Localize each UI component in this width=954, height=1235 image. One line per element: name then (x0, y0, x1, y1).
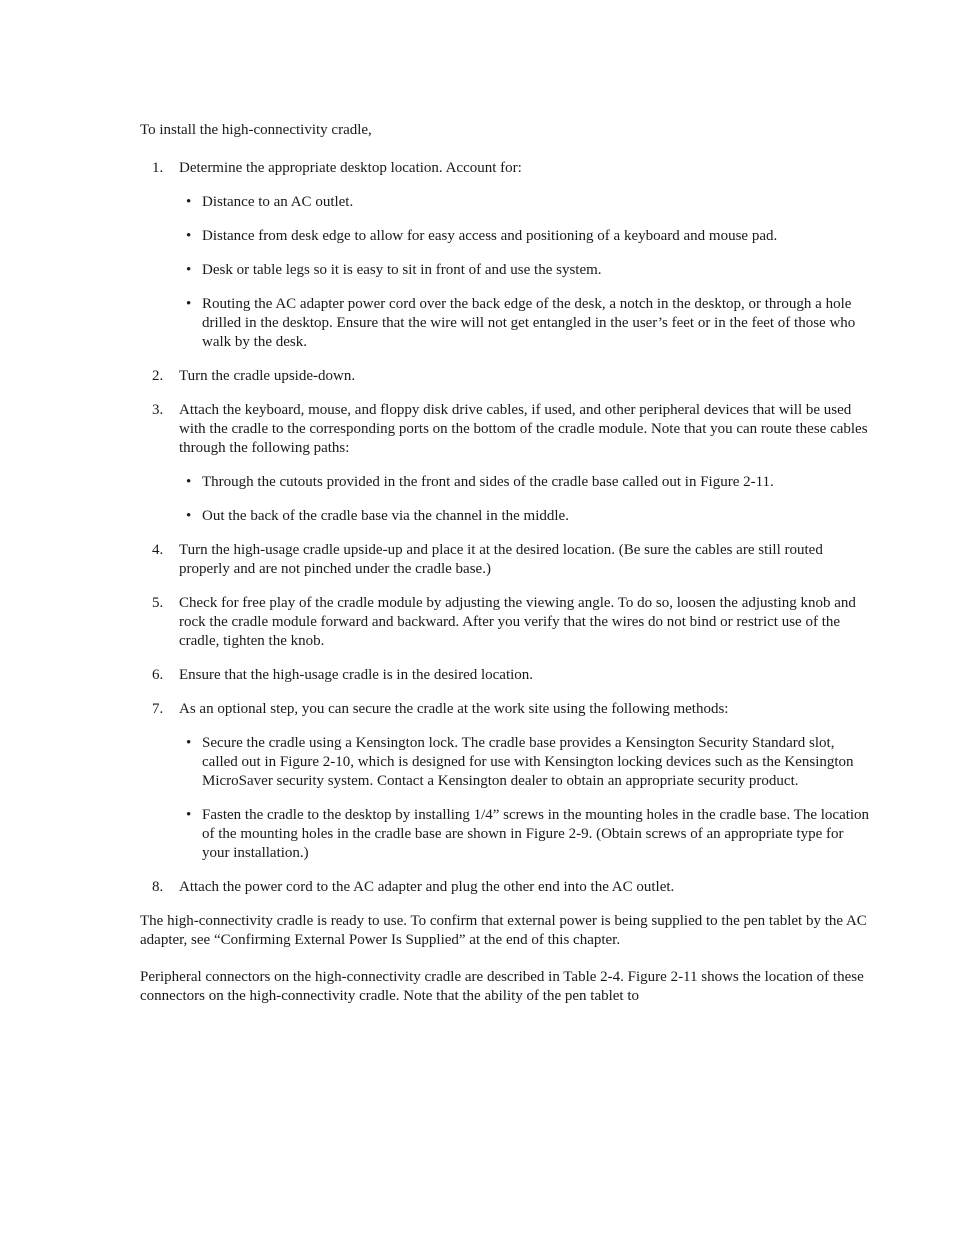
step-item (140, 541, 870, 579)
bullet-item (179, 295, 870, 352)
step-number: 4. (152, 542, 164, 558)
step-number: 5. (152, 595, 164, 611)
step-number: 3. (152, 402, 164, 418)
step-text: Check for free play of the cradle module by adjusting the viewing angle. To do so, loosen the adjusting knob and rock the cradle module forward and backward. After you verify that the wires do not bind or restrict use of the cradle, tighten the knob. (179, 595, 856, 649)
bullet-item (179, 261, 870, 280)
bullet-item (179, 473, 870, 492)
bullet-item (179, 227, 870, 246)
step-number: 1. (152, 160, 164, 176)
bullet-text: Secure the cradle using a Kensington lock. The cradle base provides a Kensington Security Standard slot, called out in Figure 2-10, which is designed for use with Kensington locking devices such as the Kensington MicroSaver security system. Contact a Kensington dealer to obtain an appropriate security product. (202, 735, 854, 789)
step-number: 7. (152, 701, 164, 717)
step-text: Attach the keyboard, mouse, and floppy disk drive cables, if used, and other peripheral devices that will be used with the cradle to the corresponding ports on the bottom of the cradle module. Note that you can route these cables through the following paths: (179, 402, 868, 456)
bullet-icon: • (186, 474, 192, 490)
bullet-item (179, 806, 870, 863)
step-item (140, 367, 870, 386)
step-item (140, 594, 870, 651)
step-text: Attach the power cord to the AC adapter and plug the other end into the AC outlet. (179, 879, 675, 895)
bullet-item (179, 734, 870, 791)
step-bullet-list (179, 193, 870, 352)
bullet-icon: • (186, 228, 192, 244)
bullet-icon: • (186, 807, 192, 823)
bullet-text: Fasten the cradle to the desktop by installing 1/4” screws in the mounting holes in the cradle base. The location of the mounting holes in the cradle base are shown in Figure 2-9. (Obtain screws of an appropriate type for your installation.) (202, 807, 870, 861)
step-bullet-list (179, 473, 870, 526)
step-item (140, 666, 870, 685)
bullet-icon: • (186, 508, 192, 524)
closing-paragraph: Peripheral connectors on the high-connectivity cradle are described in Table 2-4. Figure 2-11 shows the location of these connectors on the high-connectivity cradle. Note that the ability of the pen tablet to (140, 969, 864, 1004)
step-bullet-list (179, 734, 870, 863)
step-item (140, 401, 870, 526)
bullet-icon: • (186, 194, 192, 210)
bullet-text: Through the cutouts provided in the front and sides of the cradle base called out in Figure 2-11. (202, 474, 774, 490)
bullet-icon: • (186, 296, 192, 312)
bullet-item (179, 193, 870, 212)
bullet-item (179, 507, 870, 526)
bullet-icon: • (186, 262, 192, 278)
bullet-text: Distance from desk edge to allow for easy access and positioning of a keyboard and mouse pad. (202, 228, 778, 244)
step-item (140, 700, 870, 863)
bullet-icon: • (186, 735, 192, 751)
step-text: Turn the cradle upside-down. (179, 368, 356, 384)
closing-paragraph: The high-connectivity cradle is ready to use. To confirm that external power is being supplied to the pen tablet by the AC adapter, see “Confirming External Power Is Supplied” at the end of this chapter. (140, 913, 867, 948)
installation-steps-list (140, 159, 870, 897)
intro-paragraph: To install the high-connectivity cradle, (140, 122, 372, 138)
step-text: As an optional step, you can secure the cradle at the work site using the following methods: (179, 701, 729, 717)
step-text: Determine the appropriate desktop location. Account for: (179, 160, 522, 176)
step-item (140, 159, 870, 352)
step-number: 2. (152, 368, 164, 384)
bullet-text: Routing the AC adapter power cord over the back edge of the desk, a notch in the desktop, or through a hole drilled in the desktop. Ensure that the wire will not get entangled in the user’s feet or in the feet of those who walk by the desk. (202, 296, 856, 350)
bullet-text: Out the back of the cradle base via the channel in the middle. (202, 508, 569, 524)
step-text: Turn the high-usage cradle upside-up and place it at the desired location. (Be sure the cables are still routed properly and are not pinched under the cradle base.) (179, 542, 823, 577)
step-item (140, 878, 870, 897)
step-number: 8. (152, 879, 164, 895)
bullet-text: Desk or table legs so it is easy to sit in front of and use the system. (202, 262, 602, 278)
document-page (140, 121, 870, 1024)
step-text: Ensure that the high-usage cradle is in the desired location. (179, 667, 534, 683)
bullet-text: Distance to an AC outlet. (202, 194, 354, 210)
step-number: 6. (152, 667, 164, 683)
